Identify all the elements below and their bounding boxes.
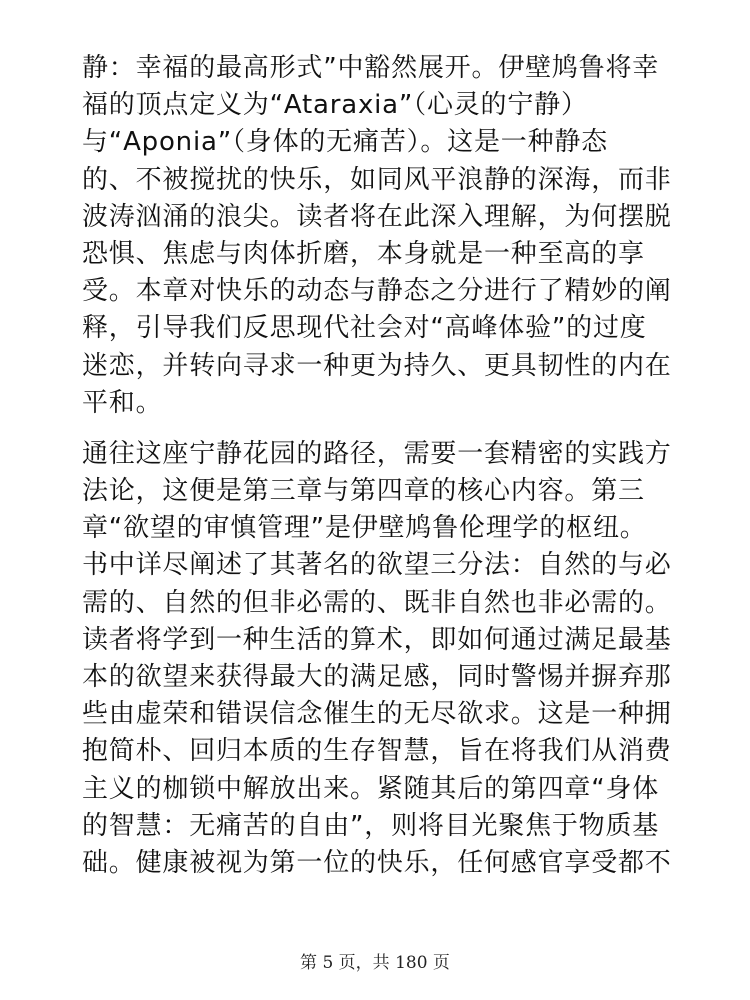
text-line: 本的欲望来获得最大的满足感，同时警惕并摒弃那 bbox=[82, 662, 672, 692]
paragraph-2 bbox=[82, 436, 672, 882]
text-line: 迷恋，并转向寻求一种更为持久、更具韧性的内在 bbox=[82, 350, 672, 381]
text-line: 静：幸福的最高形式”中豁然展开。伊壁鸠鲁将幸 bbox=[82, 53, 660, 83]
text-line: 受。本章对快乐的动态与静态之分进行了精妙的阐 bbox=[82, 276, 672, 307]
text-line: 波涛汹涌的浪尖。读者将在此深入理解，为何摆脱 bbox=[82, 201, 672, 232]
text-line: 福的顶点定义为“Ataraxia”（心灵的宁静） bbox=[82, 90, 588, 121]
text-line: 础。健康被视为第一位的快乐，任何感官享受都不 bbox=[82, 847, 672, 878]
text-line: 释，引导我们反思现代社会对“高峰体验”的过度 bbox=[82, 313, 647, 344]
text-line: 章“欲望的审慎管理”是伊壁鸠鲁伦理学的枢纽。 bbox=[82, 513, 647, 544]
text-line: 书中详尽阐述了其著名的欲望三分法：自然的与必 bbox=[82, 550, 672, 581]
text-line: 需的、自然的但非必需的、既非自然也非必需的。 bbox=[82, 587, 672, 618]
text-line: 抱简朴、回归本质的生存智慧，旨在将我们从消费 bbox=[82, 736, 672, 767]
paragraph-1 bbox=[82, 50, 672, 422]
text-line: 法论，这便是第三章与第四章的核心内容。第三 bbox=[82, 476, 645, 507]
text-line: 通往这座宁静花园的路径，需要一套精密的实践方 bbox=[82, 438, 672, 469]
text-line: 与“Aponia”（身体的无痛苦）。这是一种静态 bbox=[82, 127, 608, 158]
page-number-footer: 第 5 页，共 180 页 bbox=[300, 953, 450, 973]
text-line: 些由虚荣和错误信念催生的无尽欲求。这是一种拥 bbox=[82, 699, 672, 730]
text-line: 读者将学到一种生活的算术，即如何通过满足最基 bbox=[82, 624, 672, 655]
text-line: 平和。 bbox=[82, 387, 163, 418]
text-line: 的、不被搅扰的快乐，如同风平浪静的深海，而非 bbox=[82, 164, 672, 195]
text-line: 恐惧、焦虑与肉体折磨，本身就是一种至高的享 bbox=[82, 238, 645, 269]
text-line: 的智慧：无痛苦的自由”，则将目光聚焦于物质基 bbox=[82, 810, 660, 841]
text-line: 主义的枷锁中解放出来。紧随其后的第四章“身体 bbox=[82, 773, 660, 804]
document-body bbox=[82, 50, 672, 882]
